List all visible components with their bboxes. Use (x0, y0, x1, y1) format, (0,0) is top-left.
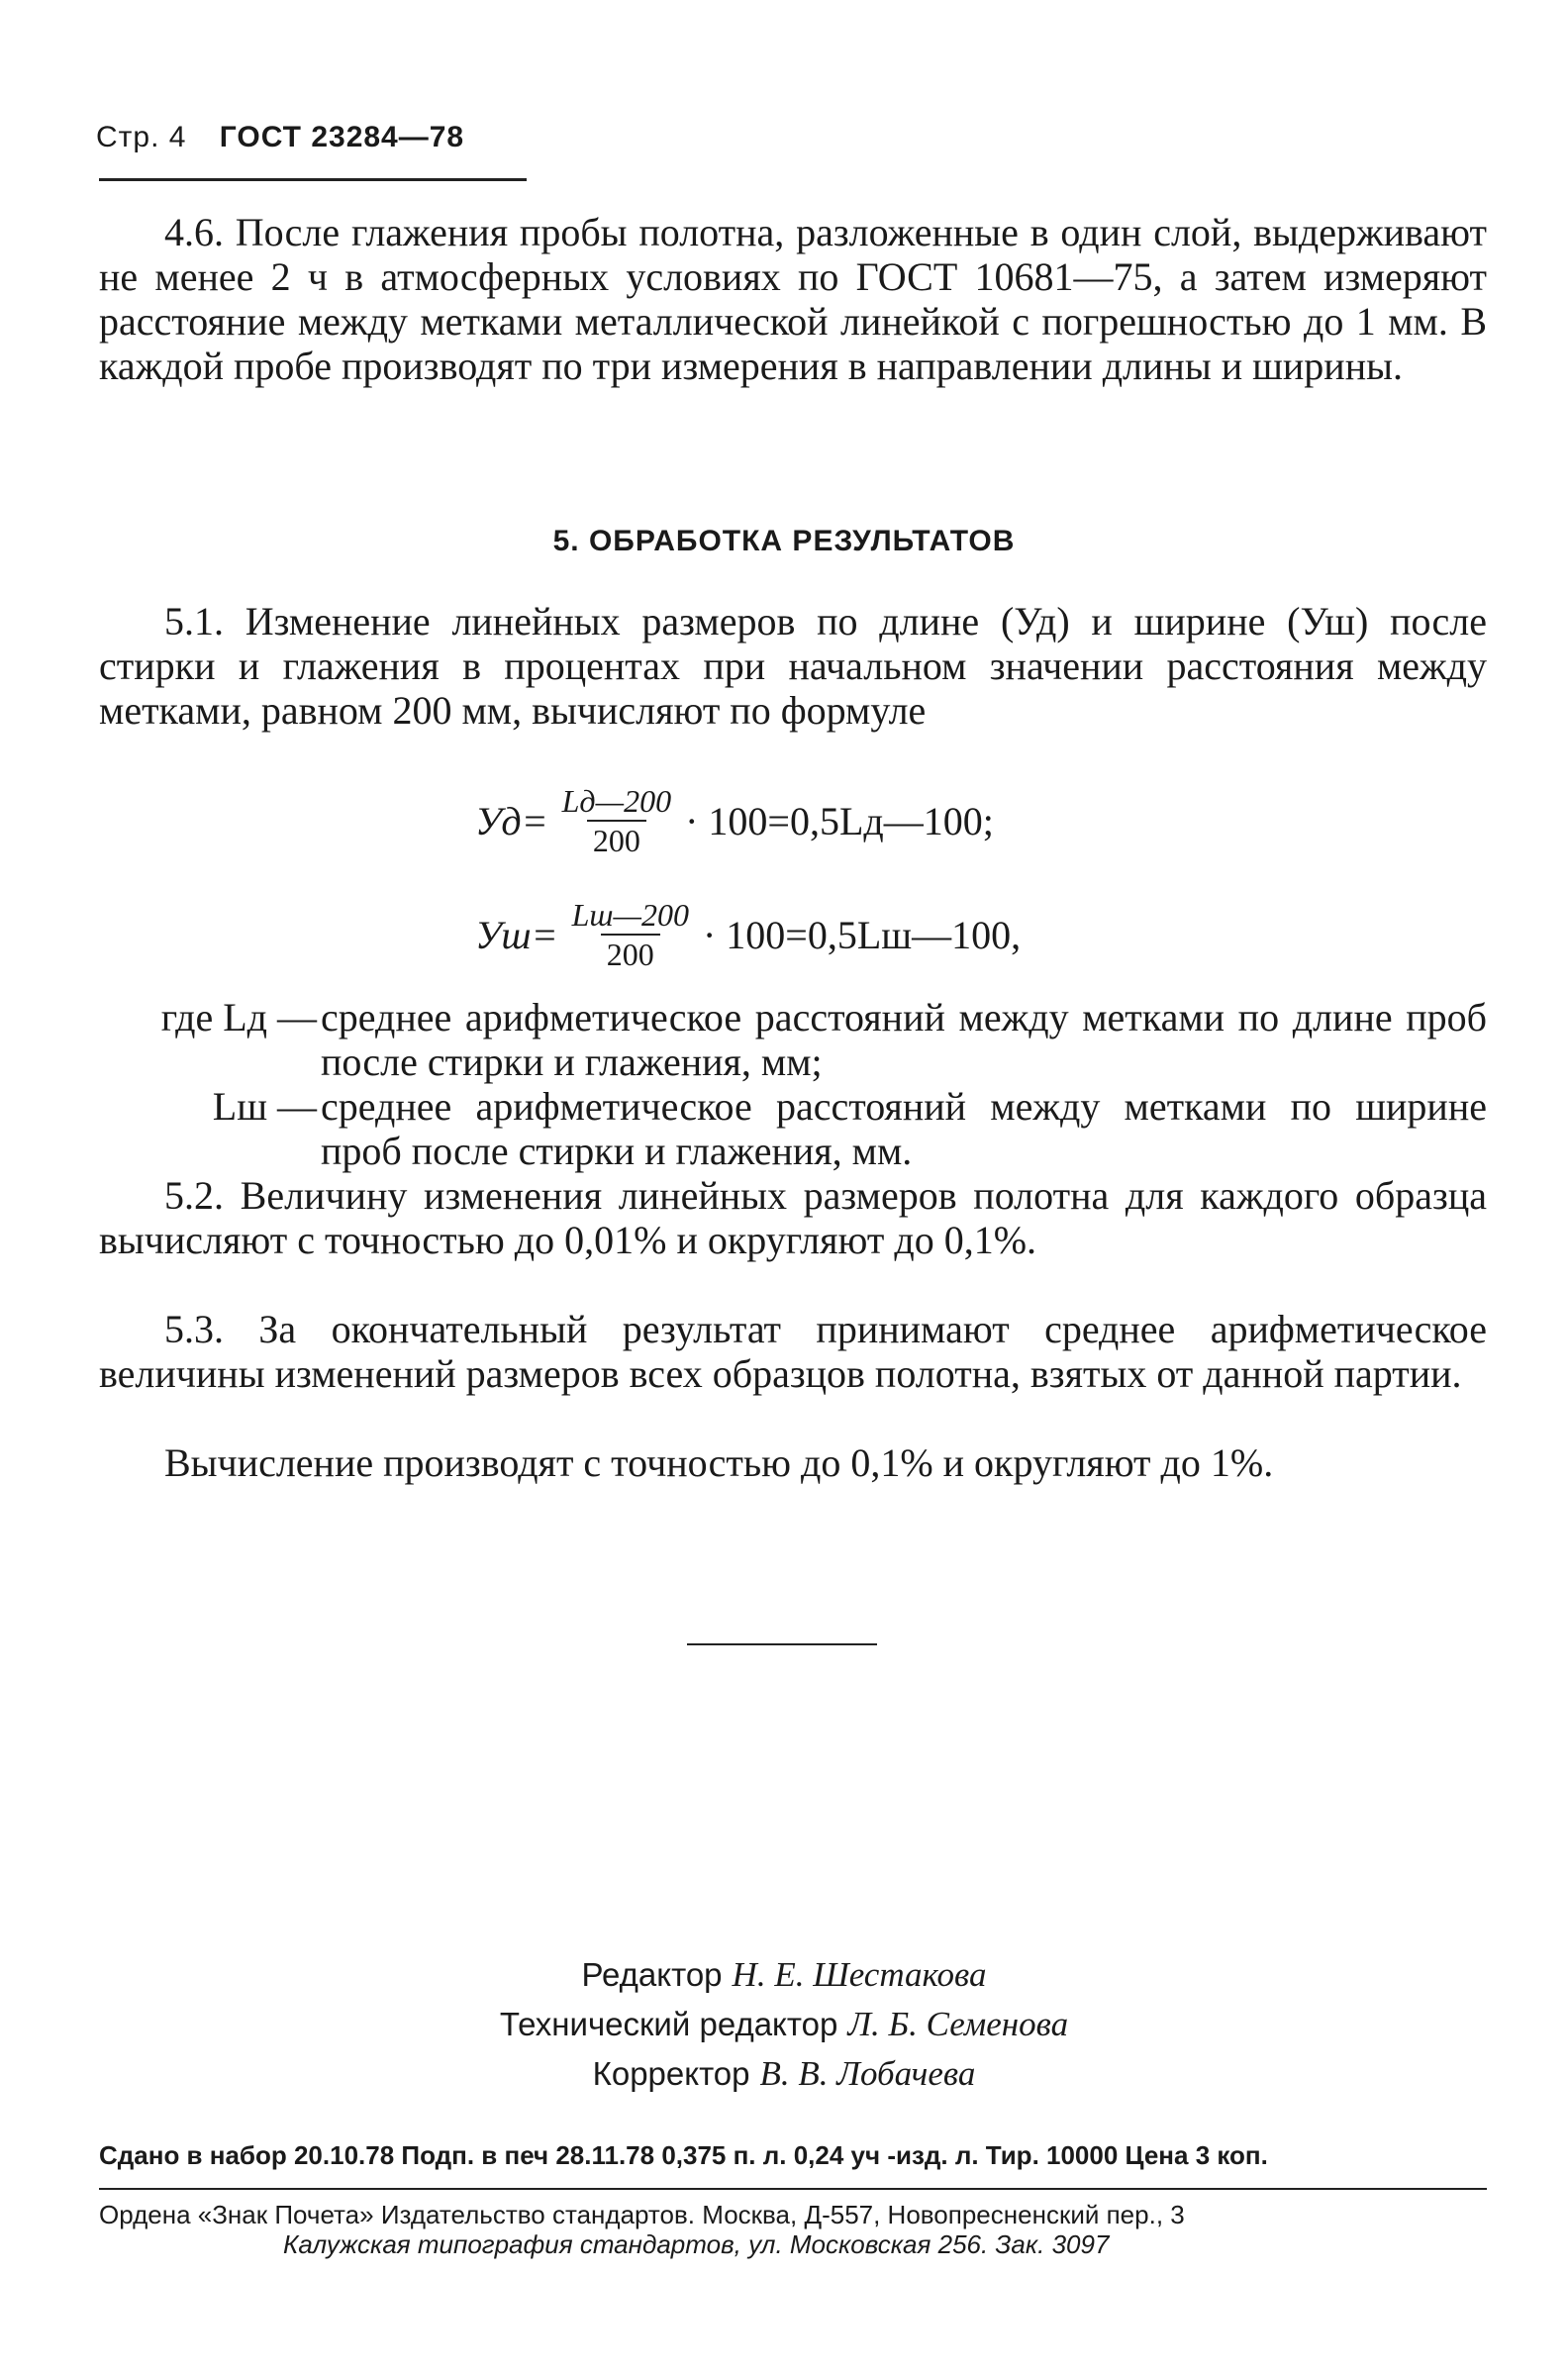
formula-rhs: · 100=0,5Lш—100, (702, 912, 1022, 957)
clause-5-3: 5.3. За окончательный результат принимают среднее арифметическое величины изменений размеров всех образцов полотна, взятых от данной партии. (99, 1307, 1487, 1396)
staff-role: Технический редактор (499, 2006, 838, 2042)
clause-5-3-b: Вычисление производят с точностью до 0,1% и округляют до 1%. (164, 1440, 1274, 1485)
definition-term: Lш — (212, 1084, 317, 1129)
editor-line (0, 1950, 1568, 2000)
imprint-rule (99, 2188, 1487, 2190)
tech-editor-line (0, 2000, 1568, 2049)
definition-text: среднее арифметическое расстояний между метками по ширине проб после стирки и глажения, мм. (321, 1084, 1487, 1173)
clause-5-2: 5.2. Величину изменения линейных размеров полотна для каждого образца вычисляют с точностью до 0,01% и округляют до 0,1%. (99, 1173, 1487, 1262)
definitions (99, 995, 1487, 1173)
formula-rhs: · 100=0,5Lд—100; (685, 798, 994, 843)
formula-denominator: 200 (587, 820, 646, 859)
formula-fraction (566, 896, 695, 973)
definition-row (99, 1084, 1487, 1173)
staff-name: В. В. Лобачева (759, 2054, 976, 2093)
definition-row (99, 995, 1487, 1084)
proofreader-line (0, 2049, 1568, 2099)
definition-text: среднее арифметическое расстояний между метками по длине проб после стирки и глажения, мм; (321, 995, 1487, 1084)
formula-lhs: Уш= (475, 912, 558, 957)
staff-name: Л. Б. Семенова (847, 2005, 1069, 2043)
formula-width (475, 896, 1021, 973)
formula-denominator: 200 (601, 934, 660, 973)
page-number: Стр. 4 (96, 121, 187, 153)
section-divider (687, 1643, 877, 1645)
clause-5-1: 5.1. Изменение линейных размеров по длине (Уд) и ширине (Уш) после стирки и глажения в процентах при начальном значении расстояния между метками, равном 200 мм, вычисляют по формуле (99, 599, 1487, 733)
staff-role: Корректор (592, 2055, 750, 2092)
formula-lhs: Уд= (475, 798, 548, 843)
section-heading: 5. ОБРАБОТКА РЕЗУЛЬТАТОВ (552, 525, 1016, 557)
standard-number: ГОСТ 23284—78 (219, 121, 465, 153)
imprint-publisher: Ордена «Знак Почета» Издательство стандартов. Москва, Д-557, Новопресненский пер., 3 (99, 2200, 1185, 2229)
definition-term: где Lд — (160, 995, 317, 1039)
formula-numerator: Lш—200 (571, 897, 689, 933)
staff-role: Редактор (581, 1956, 723, 1993)
running-header (96, 121, 464, 154)
clause-4-6: 4.6. После глажения пробы полотна, разложенные в один слой, выдерживают не менее 2 ч в атмосферных условиях по ГОСТ 10681—75, а затем измеряют расстояние между метками металлической линейкой с погрешностью до 1 мм. В каждой пробе производят по три измерения в направлении длины и ширины. (99, 210, 1487, 388)
imprint-print-data: Сдано в набор 20.10.78 Подп. в печ 28.11.78 0,375 п. л. 0,24 уч -изд. л. Тир. 10000 Цена 3 коп. (99, 2140, 1268, 2170)
imprint-printer: Калужская типография стандартов, ул. Московская 256. Зак. 3097 (283, 2229, 1110, 2259)
formula-fraction (556, 782, 677, 859)
formula-numerator: Lд—200 (561, 783, 672, 819)
formula-length (475, 782, 994, 859)
header-rule (99, 178, 527, 181)
staff-name: Н. Е. Шестакова (732, 1955, 987, 1994)
